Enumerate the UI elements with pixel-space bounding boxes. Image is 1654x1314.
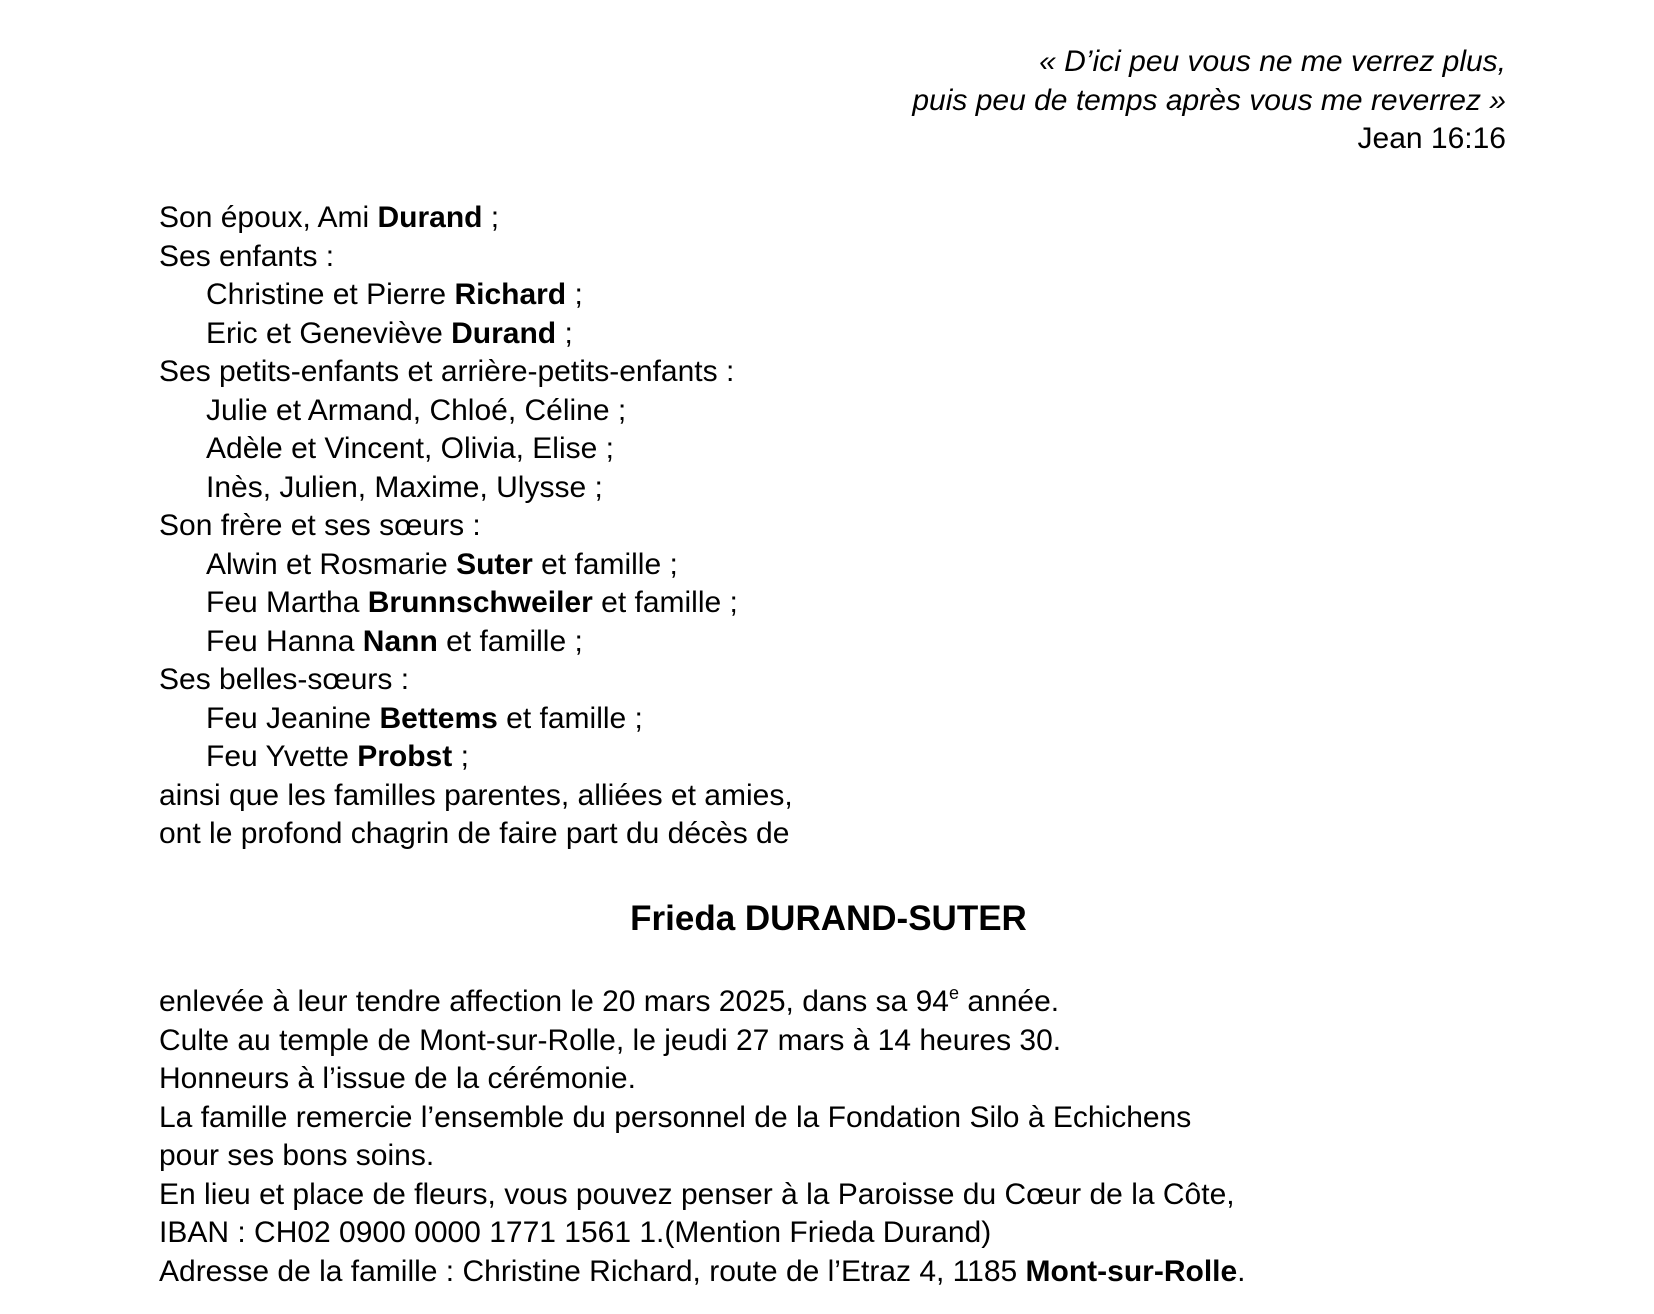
sibling-line-2 (159, 584, 793, 623)
child-line-1 (159, 276, 793, 315)
grandchildren-line-3: Inès, Julien, Maxime, Ulysse ; (206, 470, 603, 504)
sister-in-law-2-suffix: ; (452, 740, 469, 773)
deceased-name: Frieda DURAND-SUTER (630, 899, 1027, 938)
details-line-1-prefix: enlevée à leur tendre affection le 20 mars 2025, dans sa 94 (159, 985, 949, 1018)
siblings-heading: Son frère et ses sœurs : (159, 509, 481, 542)
sibling-1-suffix: et famille ; (532, 547, 678, 581)
sibling-line-1 (159, 546, 793, 585)
sibling-3-suffix: et famille ; (437, 624, 583, 658)
details-line-1-suffix: année. (959, 985, 1060, 1018)
bible-quote (912, 43, 1506, 159)
spouse-line (159, 199, 793, 238)
sibling-3-prefix: Feu Hanna (206, 624, 363, 658)
details-line-4: La famille remercie l’ensemble du personnel de la Fondation Silo à Echichens (159, 1100, 1192, 1134)
quote-line-2: puis peu de temps après vous me reverrez » (912, 83, 1506, 117)
quote-reference: Jean 16:16 (1357, 122, 1506, 155)
sisters-in-law-heading: Ses belles-sœurs : (159, 663, 410, 696)
details-line-8 (159, 1253, 1246, 1292)
grandchildren-line-1: Julie et Armand, Chloé, Céline ; (206, 393, 627, 427)
children-heading: Ses enfants : (159, 239, 335, 273)
details-line-8-suffix: . (1237, 1254, 1246, 1288)
sibling-3-surname: Nann (362, 624, 438, 658)
grandchildren-heading: Ses petits-enfants et arrière-petits-enfants : (159, 355, 735, 388)
sibling-2-suffix: et famille ; (592, 586, 738, 619)
sibling-2-prefix: Feu Martha (206, 586, 368, 619)
details-line-8-place: Mont-sur-Rolle (1025, 1254, 1238, 1288)
sister-in-law-1-suffix: et famille ; (497, 701, 643, 735)
child-2-prefix: Eric et Geneviève (206, 316, 452, 350)
sister-in-law-line-2 (159, 738, 793, 777)
sibling-2-surname: Brunnschweiler (367, 586, 593, 619)
closing-line-2: ont le profond chagrin de faire part du décès de (159, 817, 790, 850)
sibling-line-3 (159, 623, 793, 662)
details-line-5: pour ses bons soins. (159, 1139, 435, 1172)
grandchildren-line-2: Adèle et Vincent, Olivia, Elise ; (206, 432, 614, 465)
child-2-suffix: ; (556, 316, 573, 350)
ordinal-superscript: e (948, 983, 959, 1003)
details-line-7: IBAN : CH02 0900 0000 1771 1561 1.(Mention Frieda Durand) (159, 1216, 992, 1249)
details-line-2: Culte au temple de Mont-sur-Rolle, le jeudi 27 mars à 14 heures 30. (159, 1023, 1062, 1057)
child-line-2 (159, 315, 793, 354)
family-list (159, 199, 793, 854)
sister-in-law-2-surname: Probst (357, 740, 453, 773)
spouse-suffix: ; (482, 201, 500, 234)
sister-in-law-2-prefix: Feu Yvette (206, 740, 358, 773)
child-1-prefix: Christine et Pierre (206, 278, 455, 311)
sibling-1-prefix: Alwin et Rosmarie (206, 547, 457, 581)
sibling-1-surname: Suter (456, 547, 533, 581)
closing-line-1: ainsi que les familles parentes, alliées et amies, (159, 778, 793, 812)
spouse-prefix: Son époux, Ami (159, 201, 378, 234)
details-line-6: En lieu et place de fleurs, vous pouvez penser à la Paroisse du Cœur de la Côte, (159, 1177, 1235, 1211)
sister-in-law-1-prefix: Feu Jeanine (206, 701, 380, 735)
sister-in-law-1-surname: Bettems (379, 701, 498, 735)
details-line-3: Honneurs à l’issue de la cérémonie. (159, 1062, 636, 1095)
child-1-suffix: ; (566, 278, 583, 311)
details-line-8-prefix: Adresse de la famille : Christine Richard, route de l’Etraz 4, 1185 (159, 1254, 1026, 1288)
child-1-surname: Richard (454, 278, 567, 311)
sister-in-law-line-1 (159, 700, 793, 739)
child-2-surname: Durand (451, 316, 557, 350)
ceremony-details (159, 983, 1246, 1291)
spouse-surname: Durand (377, 201, 483, 234)
quote-line-1: « D’ici peu vous ne me verrez plus, (1039, 45, 1506, 78)
details-line-1 (159, 983, 1246, 1022)
